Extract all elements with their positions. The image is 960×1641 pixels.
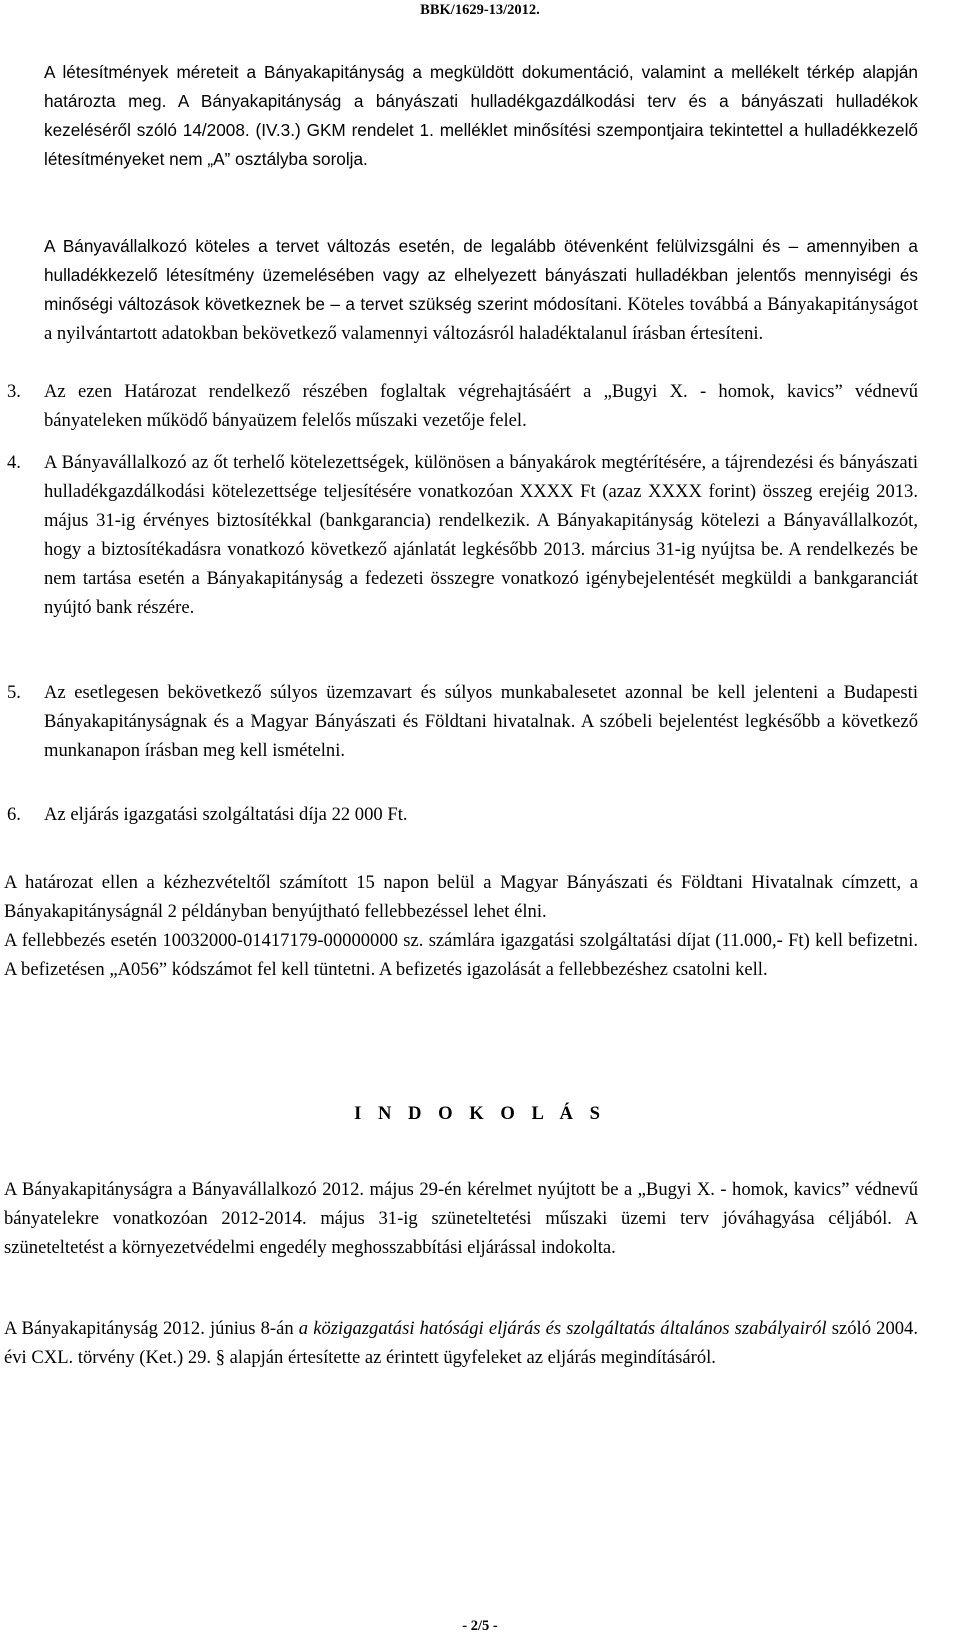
intro-paragraph: [44, 58, 918, 174]
reason-text-2b: szóló 2004. évi CXL. törvény (Ket.) 29. § alapján értesítette az érintett ügyfeleket az eljárás megindításáról.: [4, 1318, 918, 1368]
document-id-header: BBK/1629-13/2012.: [420, 2, 540, 18]
reason-text-1: A Bányakapitányságra a Bányavállalkozó 2012. május 29-én kérelmet nyújtott be a „Bugyi X. - homok, kavics” védnevű bányatelekre vonatkozóan 2012-2014. május 31-ig szüneteltetési műszaki üzemi terv jóváhagyása céljából. A szüneteltetést a környezetvédelmi engedély meghosszabbítási eljárással indokolta.: [4, 1179, 918, 1258]
page-number: - 2/5 -: [462, 1618, 498, 1634]
item-text: Az esetlegesen bekövetkező súlyos üzemzavart és súlyos munkabalesetet azonnal be kell jelenteni a Budapesti Bányakapitányságnak és a Magyar Bányászati és Földtani hivatalnak. A szóbeli bejelentést legkésőbb a következő munkanapon írásban meg kell ismételni.: [44, 682, 918, 761]
item-text: Az ezen Határozat rendelkező részében foglaltak végrehajtásáért a „Bugyi X. - homok, kavics” védnevű bányateleken működő bányaüzem felelős műszaki vezetője felel.: [44, 381, 918, 431]
item-text: Az eljárás igazgatási szolgáltatási díja 22 000 Ft.: [44, 804, 408, 825]
section-title-indoklas: I N D O K O L Á S: [354, 1103, 606, 1124]
item-number: 4.: [7, 452, 21, 473]
review-text-b: Köteles továbbá a Bányakapitányságot a nyilvántartott adatokban bekövetkező valamennyi változásról haladéktalanul írásban értesíteni.: [44, 294, 919, 344]
item-number: 3.: [7, 381, 21, 402]
item-6: [7, 800, 918, 829]
review-text-a: A Bányavállalkozó köteles a tervet változás esetén, de legalább ötévenként felülvizsgálni és – amennyiben a hulladékkezelő létesítmény üzemelésében vagy az elhelyezett bányászati hulladékban jelentős mennyiségi és minőségi változások következnek be – a tervet szükség szerint módosítani.: [44, 236, 918, 314]
item-4: [7, 448, 918, 622]
item-text: A Bányavállalkozó az őt terhelő kötelezettségek, különösen a bányakárok megtérítésére, a tájrendezési és bányászati hulladékgazdálkodási kötelezettsége teljesítésére vonatkozóan XXXX Ft (azaz XXXX forint) összeg erejéig 2013. május 31-ig érvényes biztosítékkal (bankgarancia) rendelkezik. A Bányakapitányság kötelezi a Bányavállalkozót, hogy a biztosítékadásra vonatkozó következő ajánlatát legkésőbb 2013. március 31-ig nyújtsa be. A rendelkezés be nem tartása esetén a Bányakapitányság a fedezeti összegre vonatkozó igénybejelentését megküldi a bankgaranciát nyújtó bank részére.: [44, 452, 918, 618]
intro-text: A létesítmények méreteit a Bányakapitányság a megküldött dokumentáció, valamint a mellékelt térkép alapján határozta meg. A Bányakapitányság a bányászati hulladékgazdálkodási terv és a bányászati hulladékok kezeléséről szóló 14/2008. (IV.3.) GKM rendelet 1. melléklet minősítési szempontjaira tekintettel a hulladékkezelő létesítményeket nem „A” osztályba sorolja.: [44, 62, 918, 169]
item-5: [7, 678, 918, 765]
reason-paragraph-1: [4, 1175, 918, 1262]
reason-text-2a: A Bányakapitányság 2012. június 8-án: [4, 1318, 299, 1339]
review-paragraph: [44, 232, 918, 348]
appeal-paragraph: [4, 868, 918, 984]
appeal-text-2: A fellebbezés esetén 10032000-01417179-00000000 sz. számlára igazgatási szolgáltatási díjat (11.000,- Ft) kell befizetni. A befizetésen „A056” kódszámot fel kell tüntetni. A befizetés igazolását a fellebbezéshez csatolni kell.: [4, 930, 918, 980]
item-number: 5.: [7, 682, 21, 703]
appeal-text-1: A határozat ellen a kézhezvételtől számított 15 napon belül a Magyar Bányászati és Földtani Hivatalnak címzett, a Bányakapitányságnál 2 példányban benyújtható fellebbezéssel lehet élni.: [4, 872, 918, 922]
reason-text-2-italic: a közigazgatási hatósági eljárás és szolgáltatás általános szabályairól: [298, 1318, 827, 1339]
item-3: [7, 377, 918, 435]
item-number: 6.: [7, 804, 21, 825]
reason-paragraph-2: [4, 1314, 918, 1372]
